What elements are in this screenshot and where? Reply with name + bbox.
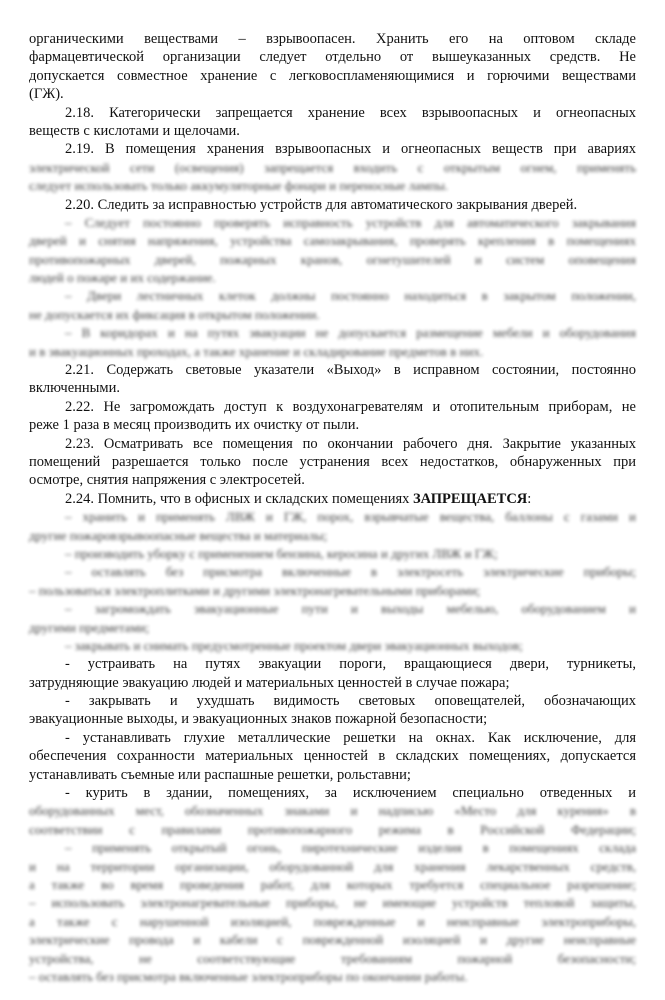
blurred-line: устройства, не соответствующие требованиям пожарной безопасности; — [29, 950, 636, 966]
text-line: органическими веществами – взрывоопасен. Хранить его на оптовом складе — [29, 31, 636, 47]
text-line: затрудняющие эвакуацию людей и материальных ценностей в случае пожара; — [29, 674, 510, 691]
clause-2-19: 2.19. В помещения хранения взрывоопасных и огнеопасных веществ при авариях — [65, 141, 636, 158]
blurred-line: оборудованных мест, обозначенных знаками и надписью «Место для курения» в — [29, 803, 636, 819]
blurred-line: не допускается их фиксация в открытом положении. — [29, 306, 320, 322]
text-line: помещений разрешается только после устранения всех недостатков, обнаруженных при — [29, 453, 636, 470]
blurred-line: – закрывать и снимать предусмотренные проектом двери эвакуационных выходов; — [65, 637, 523, 653]
blurred-line: другими предметами; — [29, 619, 150, 635]
text-line: фармацевтической организации следует отдельно от вышеуказанных средств. Не — [29, 49, 636, 66]
text-line: включенными. — [29, 380, 120, 397]
blurred-line: противопожарных дверей, пожарных кранов, огнетушителей и систем оповещения — [29, 251, 636, 267]
text-line: веществ с кислотами и щелочами. — [29, 122, 240, 139]
text-line: обеспечения сохранности материальных ценностей в складских помещениях, допускается — [29, 748, 636, 765]
blurred-line: – оставлять без присмотра включенные в электросеть электрические приборы; — [65, 564, 636, 580]
list-item: - устанавливать глухие металлические решетки на окнах. Как исключение, для — [65, 729, 636, 746]
blurred-line: а также с нарушенной изоляцией, поврежденные и неисправные электроприборы, — [29, 913, 636, 929]
blurred-line: людей о пожаре и их содержание. — [29, 270, 216, 286]
list-item: - устраивать на путях эвакуации пороги, вращающиеся двери, турникеты, — [65, 656, 636, 673]
blurred-line: – применять открытый огонь, пиротехнические изделия в помещениях склада — [65, 840, 636, 856]
clause-2-24-colon: : — [527, 490, 532, 507]
text-line: реже 1 раза в месяц производить их очистку от пыли. — [29, 417, 360, 434]
text-line: осмотре, снятия напряжения с электросетей. — [29, 472, 305, 489]
prohibited-emphasis: ЗАПРЕЩАЕТСЯ — [413, 490, 528, 507]
text-line: устанавливать съемные или распашные решетки, рольставни; — [29, 766, 411, 783]
blurred-line: соответствии с правилами противопожарного режима в Российской Федерации; — [29, 821, 636, 837]
blurred-line: и на территории организации, оборудованной для хранения лекарственных средств, — [29, 858, 636, 874]
clause-2-24 — [29, 490, 636, 508]
blurred-line: а также во время проведения работ, для которых требуется специальное разрешение; — [29, 876, 636, 892]
blurred-line: – оставлять без присмотра включенные электроприборы по окончании работы. — [29, 968, 468, 984]
blurred-line: электрические провода и кабели с поврежденной изоляцией и другие неисправные — [29, 932, 636, 948]
clause-2-23: 2.23. Осматривать все помещения по окончании рабочего дня. Закрытие указанных — [65, 435, 636, 452]
text-line: эвакуационные выходы, и эвакуационных знаков пожарной безопасности; — [29, 711, 488, 728]
clause-2-21: 2.21. Содержать световые указатели «Выход» в исправном состоянии, постоянно — [65, 362, 636, 379]
blurred-line: – В коридорах и на путях эвакуации не допускается размещение мебели и оборудования — [65, 325, 636, 341]
list-item: - закрывать и ухудшать видимость световых оповещателей, обозначающих — [65, 693, 636, 710]
blurred-line: – загромождать эвакуационные пути и выходы мебелью, оборудованием и — [65, 601, 636, 617]
blurred-line: – Двери лестничных клеток должны постоянно находиться в закрытом положении, — [65, 288, 636, 304]
blurred-line: – пользоваться электроплитками и другими электронагревательными приборами; — [29, 582, 481, 598]
blurred-line: – хранить и применять ЛВЖ и ГЖ, порох, взрывчатые вещества, баллоны с газами и — [65, 509, 636, 525]
blurred-line: дверей и снятия напряжения, устройства самозакрывания, проверять крепления в помещениях — [29, 233, 636, 249]
blurred-line: электрической сети (освещения) запрещается входить с открытым огнем, применять — [29, 159, 636, 175]
list-item: - курить в здании, помещениях, за исключением специально отведенных и — [65, 785, 636, 802]
blurred-line: и в эвакуационных проходах, а также хранение и складирование предметов в них. — [29, 343, 484, 359]
clause-2-24-text: 2.24. Помнить, что в офисных и складских помещениях — [65, 490, 414, 507]
clause-2-20: 2.20. Следить за исправностью устройств для автоматического закрывания дверей. — [65, 196, 578, 213]
blurred-line: следует использовать только аккумуляторные фонари и переносные лампы. — [29, 178, 449, 194]
clause-2-22: 2.22. Не загромождать доступ к воздухонагревателям и отопительным приборам, не — [65, 398, 636, 415]
blurred-line: – производить уборку с применением бензина, керосина и других ЛВЖ и ГЖ; — [65, 545, 498, 561]
text-line: (ГЖ). — [29, 86, 64, 103]
blurred-line: – использовать электронагревательные приборы, не имеющие устройств тепловой защиты, — [29, 895, 636, 911]
clause-2-18: 2.18. Категорически запрещается хранение всех взрывоопасных и огнеопасных — [65, 104, 636, 121]
blurred-line: другие пожаровзрывоопасные вещества и материалы; — [29, 527, 328, 543]
text-line: допускается совместное хранение с легковоспламеняющимися и горючими веществами — [29, 67, 636, 84]
blurred-line: – Следует постоянно проверять исправность устройств для автоматического закрывания — [65, 214, 636, 230]
